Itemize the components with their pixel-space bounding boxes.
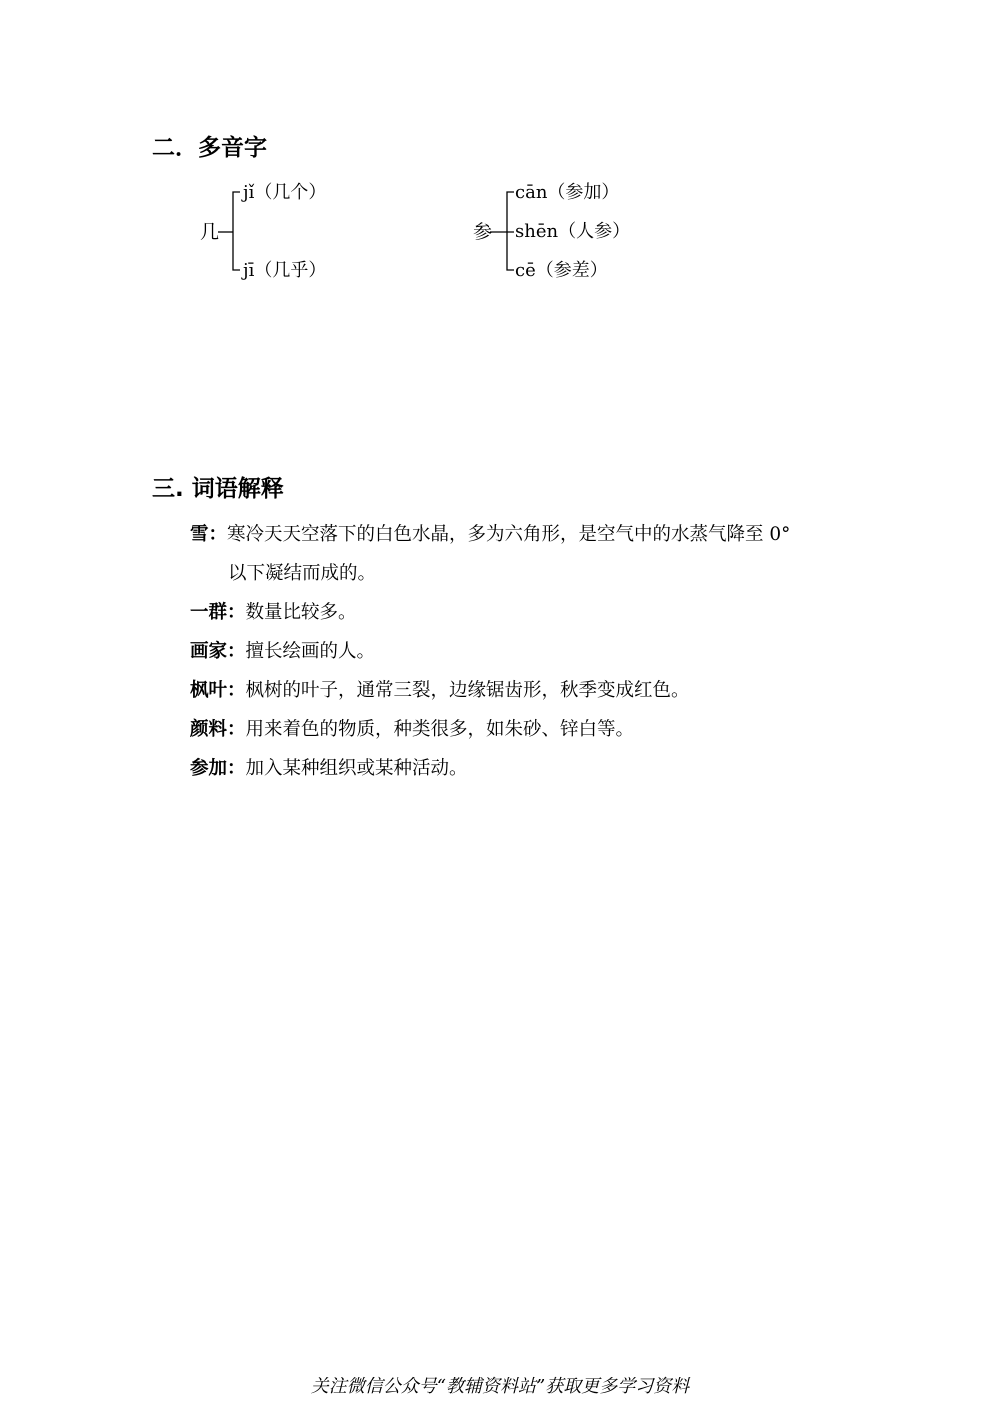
definition-item [190,678,690,704]
polyphone-reading: cē（参差） [515,260,608,281]
definition-term: 画家： [190,641,246,662]
definition-item [190,600,357,626]
definition-text: 擅长绘画的人。 [245,641,376,662]
definition-term: 枫叶： [190,680,246,701]
definition-term: 雪： [190,524,228,545]
definition-term: 参加： [190,758,246,779]
definition-item [190,522,790,548]
definition-term: 颜料： [190,719,246,740]
definition-text: 用来着色的物质，种类很多，如朱砂、锌白等。 [245,719,635,740]
definition-text: 寒冷天天空落下的白色水晶，多为六角形，是空气中的水蒸气降至 0° [227,524,791,545]
polyphone-reading: shēn（人参） [515,221,631,242]
definition-item [190,639,375,665]
polyphone-reading: jǐ（几个） [243,182,327,203]
footer-note: 关注微信公众号“教辅资料站”获取更多学习资料 [310,1376,690,1397]
polyphone-character: 参 [473,221,493,243]
definition-text: 数量比较多。 [245,602,357,623]
definition-item [190,756,468,782]
definition-term: 一群： [190,602,246,623]
section-3-heading: 三. 词语解释 [152,476,284,502]
definition-text: 加入某种组织或某种活动。 [245,758,468,779]
polyphone-character: 几 [200,221,220,243]
definition-text: 枫树的叶子，通常三裂，边缘锯齿形，秋季变成红色。 [245,680,690,701]
section-2-heading: 二．多音字 [152,135,267,161]
polyphone-reading: jī（几乎） [243,260,327,281]
definition-item [190,717,634,743]
definition-continuation: 以下凝结而成的。 [228,563,377,584]
polyphone-reading: cān（参加） [515,182,620,203]
